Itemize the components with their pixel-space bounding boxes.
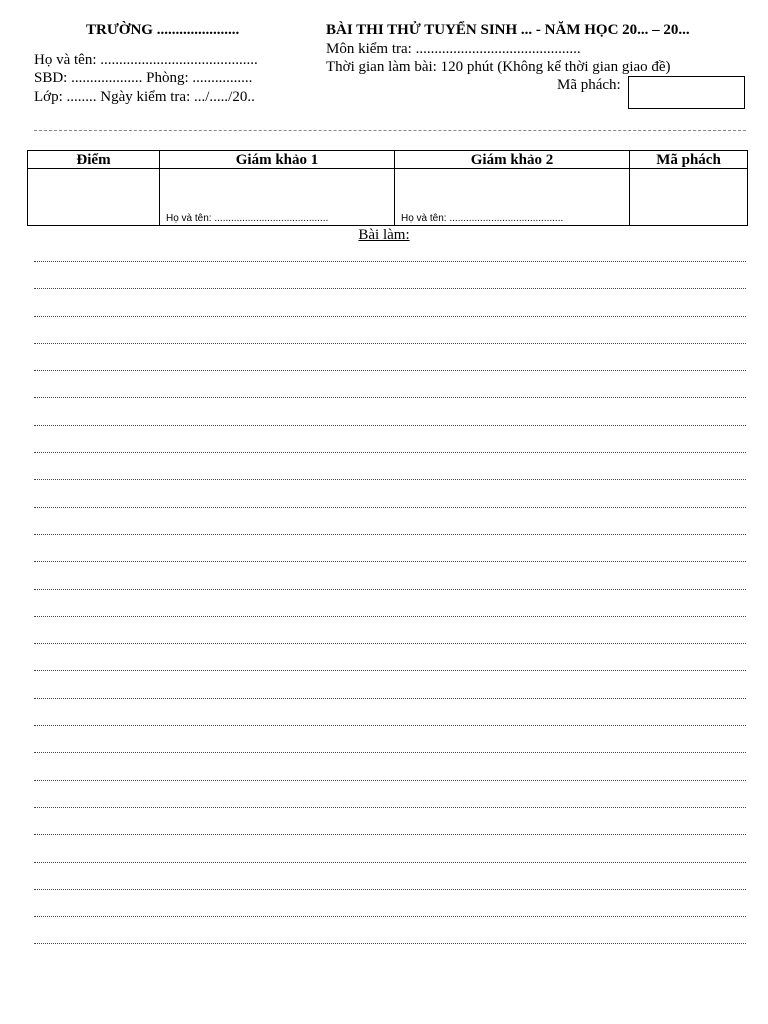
- examiner-1-signature: Họ và tên: .........................................: [166, 213, 329, 224]
- school-name: TRƯỜNG ......................: [86, 22, 240, 38]
- writing-line: [34, 343, 746, 370]
- writing-line: [34, 807, 746, 834]
- code-cell: [630, 169, 748, 226]
- examiner-2-cell: [395, 169, 630, 226]
- writing-line: [34, 370, 746, 397]
- writing-line: [34, 670, 746, 697]
- writing-line: [34, 943, 746, 970]
- writing-line: [34, 561, 746, 588]
- writing-line: [34, 288, 746, 315]
- code-box: [628, 76, 745, 109]
- writing-line: [34, 862, 746, 889]
- examiner-2-signature: Họ và tên: .........................................: [401, 213, 564, 224]
- writing-line: [34, 316, 746, 343]
- column-code: Mã phách: [630, 151, 748, 169]
- writing-line: [34, 780, 746, 807]
- code-label: Mã phách:: [557, 77, 621, 93]
- writing-line: [34, 589, 746, 616]
- writing-line: [34, 698, 746, 725]
- writing-line: [34, 479, 746, 506]
- exam-title: BÀI THI THỬ TUYỂN SINH ... - NĂM HỌC 20... – 20...: [326, 22, 690, 38]
- writing-line: [34, 261, 746, 288]
- writing-line: [34, 889, 746, 916]
- writing-line: [34, 643, 746, 670]
- student-name-field: Họ và tên: ..........................................: [34, 52, 258, 68]
- writing-line: [34, 916, 746, 943]
- writing-area: [34, 261, 746, 971]
- score-table-row: [28, 169, 748, 226]
- writing-line: [34, 425, 746, 452]
- writing-line: [34, 534, 746, 561]
- writing-line: [34, 752, 746, 779]
- writing-line: [34, 616, 746, 643]
- subject-field: Môn kiểm tra: ............................................: [326, 41, 581, 57]
- examiner-1-cell: [160, 169, 395, 226]
- column-score: Điểm: [28, 151, 160, 169]
- writing-line: [34, 452, 746, 479]
- answer-title: Bài làm:: [358, 227, 410, 243]
- score-cell: [28, 169, 160, 226]
- cut-line: [34, 130, 746, 131]
- writing-line: [34, 507, 746, 534]
- writing-line: [34, 725, 746, 752]
- score-table-header: [28, 151, 748, 169]
- column-examiner-1: Giám khảo 1: [160, 151, 395, 169]
- writing-line: [34, 397, 746, 424]
- time-field: Thời gian làm bài: 120 phút (Không kể thời gian giao đề): [326, 59, 671, 75]
- sbd-room-field: SBD: ................... Phòng: ................: [34, 70, 253, 86]
- class-date-field: Lớp: ........ Ngày kiểm tra: .../...../20..: [34, 89, 255, 105]
- writing-line: [34, 834, 746, 861]
- score-table: [27, 150, 748, 226]
- answer-title-wrap: [0, 227, 768, 244]
- column-examiner-2: Giám khảo 2: [395, 151, 630, 169]
